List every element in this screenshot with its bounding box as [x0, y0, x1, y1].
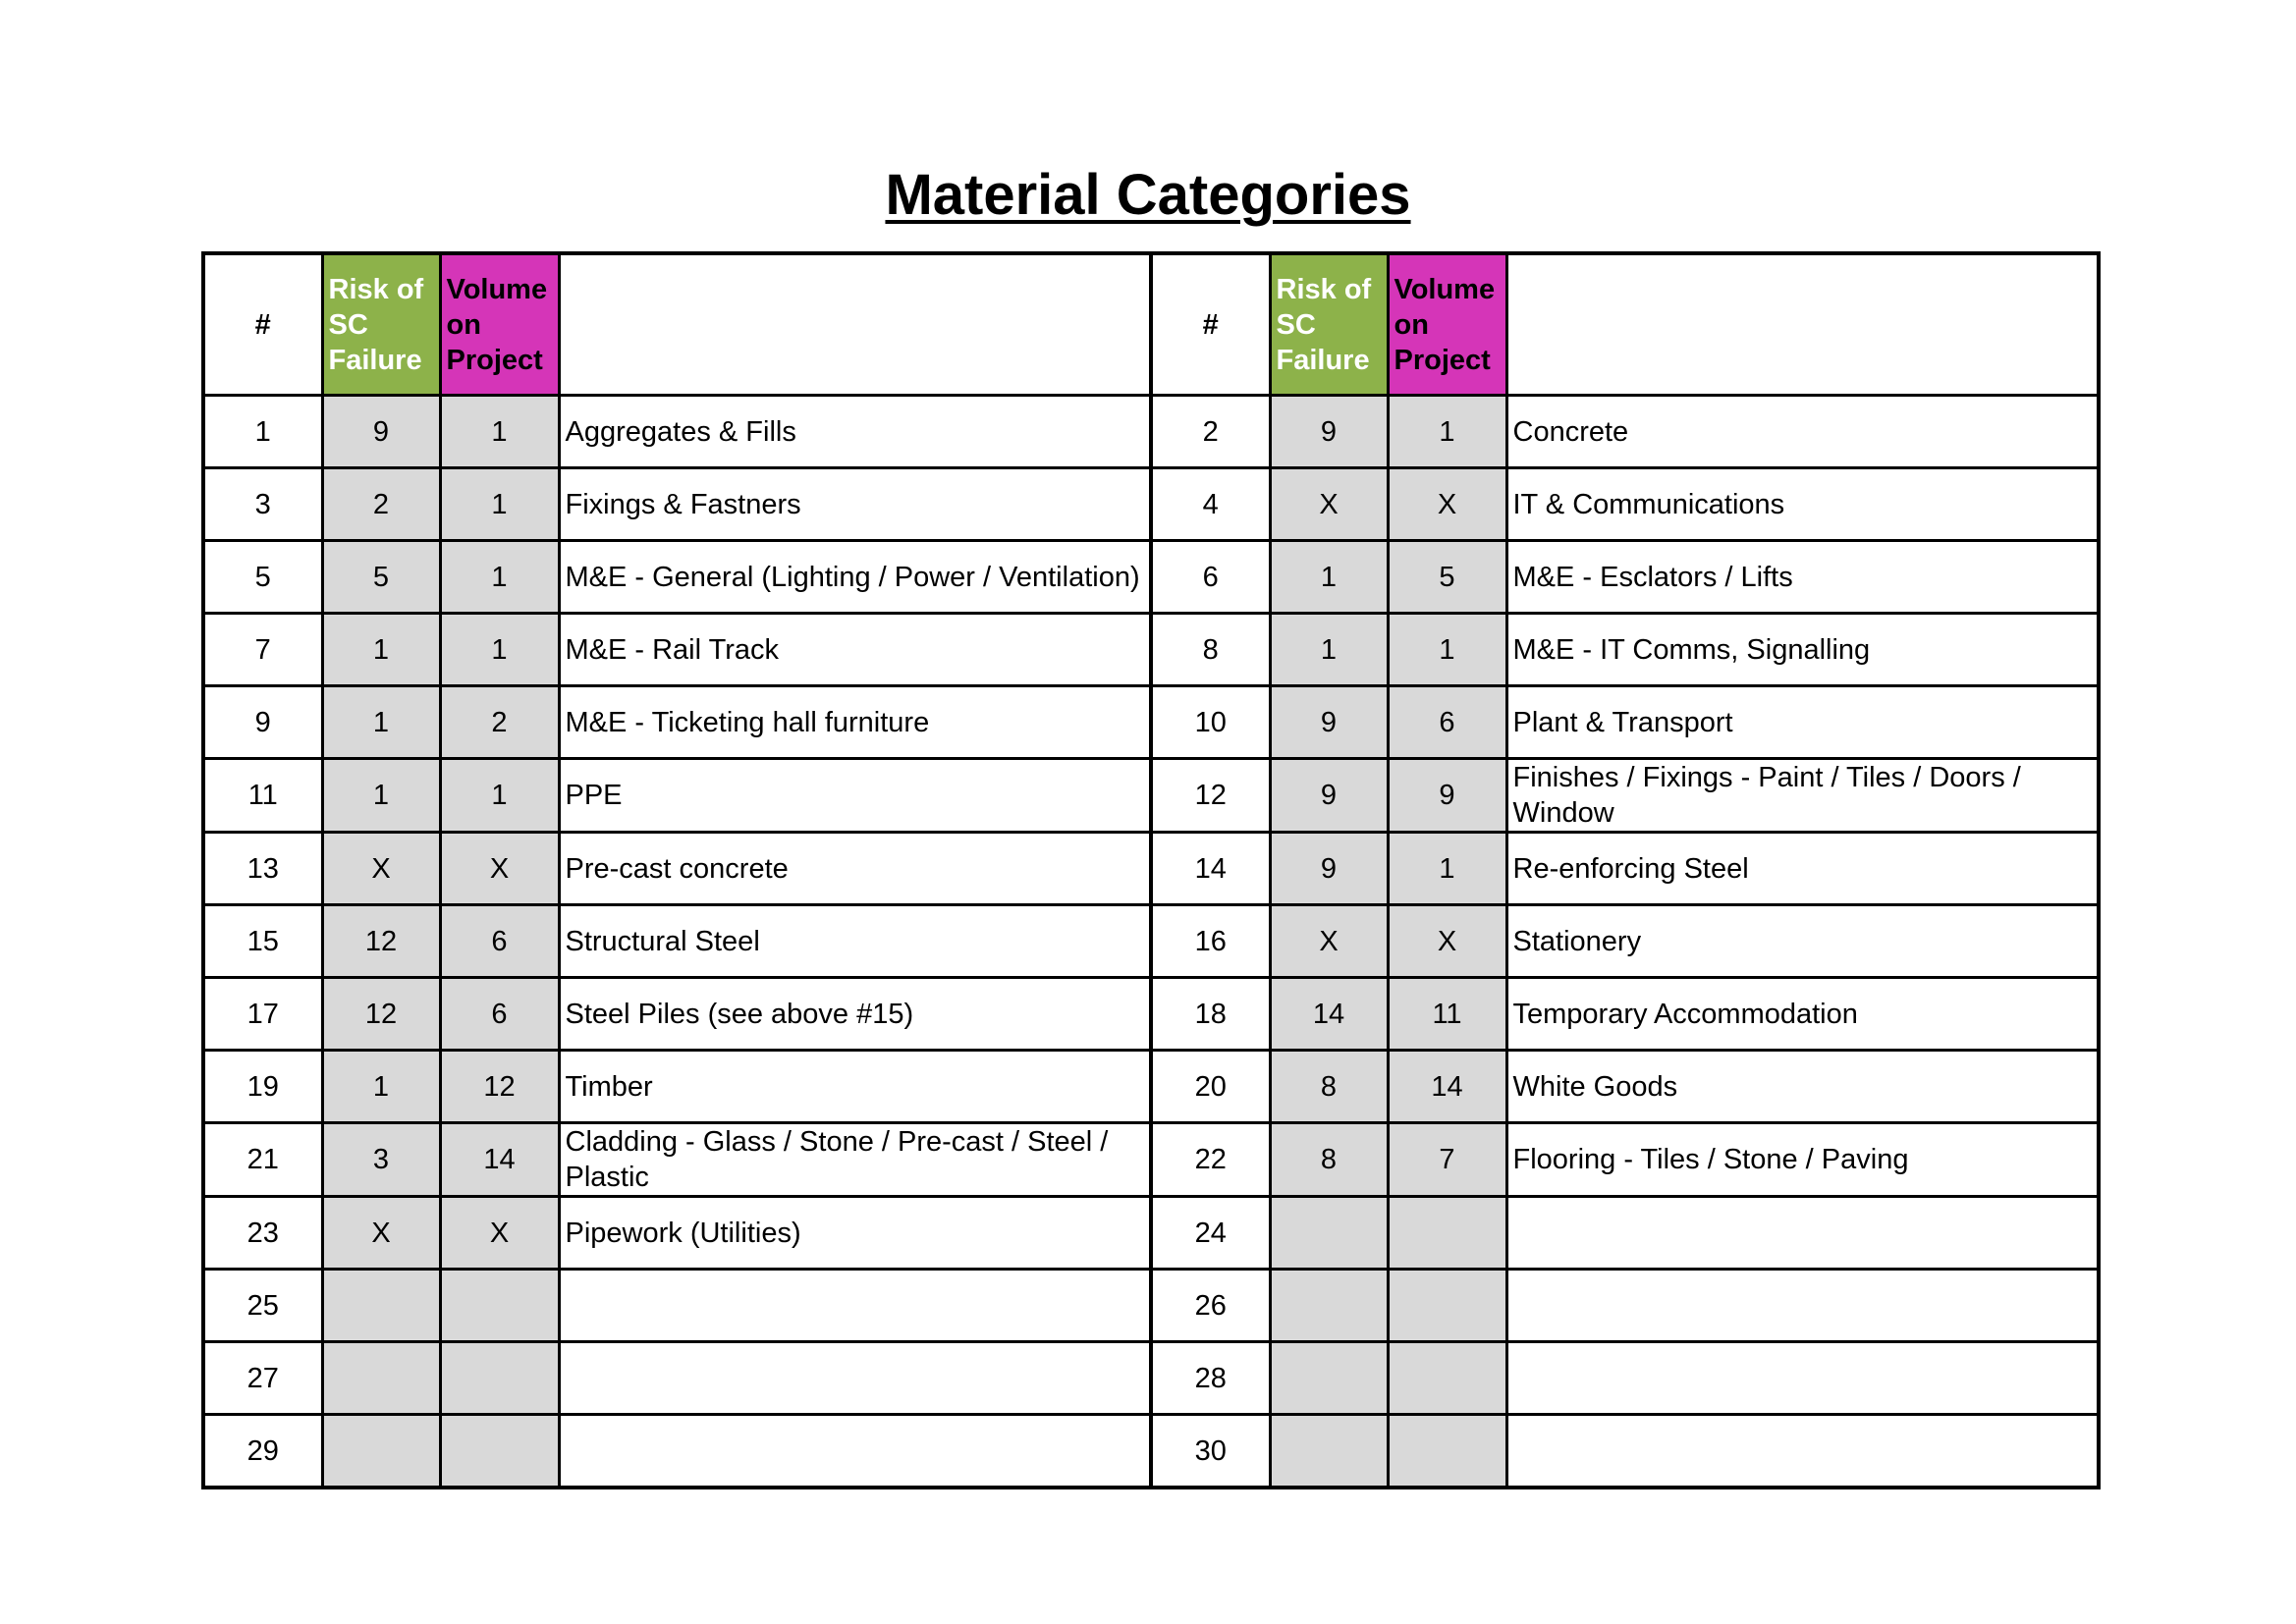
risk-cell-left: 12: [322, 905, 440, 978]
header-volume-line: Project: [1394, 344, 1491, 376]
number-cell-left: 23: [203, 1197, 322, 1270]
number-cell-left: 15: [203, 905, 322, 978]
description-cell-left: Steel Piles (see above #15): [559, 978, 1151, 1051]
volume-cell-left: [440, 1270, 559, 1342]
description-cell-right: Concrete: [1506, 396, 2099, 468]
description-cell-left: Timber: [559, 1051, 1151, 1123]
description-cell-left: Cladding - Glass / Stone / Pre-cast / Steel / Plastic: [559, 1123, 1151, 1197]
table-row: [203, 1197, 2099, 1270]
description-cell-left: PPE: [559, 759, 1151, 833]
table-row: [203, 1415, 2099, 1489]
number-cell-right: 26: [1151, 1270, 1270, 1342]
description-cell-left: Aggregates & Fills: [559, 396, 1151, 468]
volume-cell-right: 1: [1388, 833, 1506, 905]
volume-cell-right: 9: [1388, 759, 1506, 833]
number-cell-right: 22: [1151, 1123, 1270, 1197]
page-title: Material Categories: [885, 163, 1411, 227]
number-cell-left: 17: [203, 978, 322, 1051]
risk-cell-right: [1270, 1197, 1388, 1270]
description-cell-left: [559, 1415, 1151, 1489]
risk-cell-right: 1: [1270, 541, 1388, 614]
number-cell-right: 10: [1151, 686, 1270, 759]
description-cell-left: M&E - General (Lighting / Power / Ventilation): [559, 541, 1151, 614]
volume-cell-right: 1: [1388, 396, 1506, 468]
risk-cell-right: 1: [1270, 614, 1388, 686]
description-cell-left: Structural Steel: [559, 905, 1151, 978]
header-num-right: #: [1151, 253, 1270, 396]
table-row: [203, 396, 2099, 468]
table-row: [203, 541, 2099, 614]
description-cell-left: Pipework (Utilities): [559, 1197, 1151, 1270]
volume-cell-right: X: [1388, 905, 1506, 978]
volume-cell-left: 1: [440, 468, 559, 541]
volume-cell-left: X: [440, 1197, 559, 1270]
risk-cell-right: X: [1270, 468, 1388, 541]
volume-cell-left: [440, 1342, 559, 1415]
description-cell-left: M&E - Rail Track: [559, 614, 1151, 686]
table-row: [203, 1270, 2099, 1342]
volume-cell-right: 11: [1388, 978, 1506, 1051]
table-row: [203, 468, 2099, 541]
table-row: [203, 1123, 2099, 1197]
header-risk-left: [322, 253, 440, 396]
description-cell-right: Finishes / Fixings - Paint / Tiles / Doors / Window: [1506, 759, 2099, 833]
number-cell-right: 12: [1151, 759, 1270, 833]
table-row: [203, 833, 2099, 905]
header-risk-line: Risk of: [1276, 273, 1372, 305]
header-row: [203, 253, 2099, 396]
header-volume-right: [1388, 253, 1506, 396]
number-cell-right: 24: [1151, 1197, 1270, 1270]
volume-cell-left: 6: [440, 905, 559, 978]
number-cell-right: 16: [1151, 905, 1270, 978]
number-cell-right: 2: [1151, 396, 1270, 468]
table-row: [203, 614, 2099, 686]
risk-cell-left: 12: [322, 978, 440, 1051]
risk-cell-right: 8: [1270, 1123, 1388, 1197]
header-volume-line: on: [446, 308, 481, 341]
number-cell-left: 29: [203, 1415, 322, 1489]
table-body: [203, 253, 2099, 1488]
number-cell-left: 9: [203, 686, 322, 759]
description-cell-right: M&E - IT Comms, Signalling: [1506, 614, 2099, 686]
risk-cell-left: 1: [322, 1051, 440, 1123]
table-row: [203, 905, 2099, 978]
header-volume-line: Volume: [446, 273, 548, 305]
description-cell-right: [1506, 1270, 2099, 1342]
volume-cell-left: 1: [440, 541, 559, 614]
risk-cell-right: [1270, 1342, 1388, 1415]
description-cell-right: Plant & Transport: [1506, 686, 2099, 759]
header-desc-right: [1506, 253, 2099, 396]
header-risk-right: [1270, 253, 1388, 396]
risk-cell-left: 1: [322, 759, 440, 833]
header-volume-left: [440, 253, 559, 396]
number-cell-right: 18: [1151, 978, 1270, 1051]
description-cell-right: Flooring - Tiles / Stone / Paving: [1506, 1123, 2099, 1197]
risk-cell-left: 9: [322, 396, 440, 468]
header-volume-line: on: [1394, 308, 1429, 341]
risk-cell-right: 9: [1270, 396, 1388, 468]
risk-cell-left: 3: [322, 1123, 440, 1197]
number-cell-right: 4: [1151, 468, 1270, 541]
volume-cell-left: 1: [440, 614, 559, 686]
volume-cell-left: 1: [440, 396, 559, 468]
volume-cell-right: X: [1388, 468, 1506, 541]
volume-cell-left: 14: [440, 1123, 559, 1197]
risk-cell-left: [322, 1342, 440, 1415]
risk-cell-right: [1270, 1270, 1388, 1342]
volume-cell-right: 1: [1388, 614, 1506, 686]
volume-cell-left: X: [440, 833, 559, 905]
volume-cell-left: [440, 1415, 559, 1489]
risk-cell-left: [322, 1270, 440, 1342]
description-cell-right: [1506, 1415, 2099, 1489]
table-row: [203, 1051, 2099, 1123]
risk-cell-right: 9: [1270, 833, 1388, 905]
risk-cell-right: 8: [1270, 1051, 1388, 1123]
number-cell-left: 13: [203, 833, 322, 905]
number-cell-left: 5: [203, 541, 322, 614]
volume-cell-left: 2: [440, 686, 559, 759]
description-cell-right: [1506, 1197, 2099, 1270]
description-cell-right: M&E - Esclators / Lifts: [1506, 541, 2099, 614]
volume-cell-right: [1388, 1270, 1506, 1342]
volume-cell-left: 6: [440, 978, 559, 1051]
risk-cell-left: X: [322, 1197, 440, 1270]
risk-cell-left: 1: [322, 686, 440, 759]
risk-cell-left: 1: [322, 614, 440, 686]
volume-cell-right: 7: [1388, 1123, 1506, 1197]
description-cell-left: Pre-cast concrete: [559, 833, 1151, 905]
description-cell-left: M&E - Ticketing hall furniture: [559, 686, 1151, 759]
volume-cell-left: 12: [440, 1051, 559, 1123]
number-cell-left: 25: [203, 1270, 322, 1342]
header-volume-line: Volume: [1394, 273, 1496, 305]
number-cell-left: 7: [203, 614, 322, 686]
volume-cell-right: [1388, 1415, 1506, 1489]
description-cell-right: Temporary Accommodation: [1506, 978, 2099, 1051]
number-cell-left: 11: [203, 759, 322, 833]
table-row: [203, 686, 2099, 759]
number-cell-right: 20: [1151, 1051, 1270, 1123]
number-cell-right: 28: [1151, 1342, 1270, 1415]
header-desc-left: [559, 253, 1151, 396]
volume-cell-left: 1: [440, 759, 559, 833]
table-row: [203, 1342, 2099, 1415]
header-risk-line: SC: [328, 308, 368, 341]
description-cell-right: White Goods: [1506, 1051, 2099, 1123]
number-cell-right: 8: [1151, 614, 1270, 686]
description-cell-left: [559, 1342, 1151, 1415]
risk-cell-right: 9: [1270, 686, 1388, 759]
header-risk-line: Risk of: [328, 273, 424, 305]
volume-cell-right: 14: [1388, 1051, 1506, 1123]
risk-cell-right: 14: [1270, 978, 1388, 1051]
risk-cell-left: 5: [322, 541, 440, 614]
volume-cell-right: [1388, 1197, 1506, 1270]
material-categories-table: [201, 251, 2101, 1489]
number-cell-left: 27: [203, 1342, 322, 1415]
risk-cell-left: [322, 1415, 440, 1489]
risk-cell-left: 2: [322, 468, 440, 541]
number-cell-right: 14: [1151, 833, 1270, 905]
description-cell-left: [559, 1270, 1151, 1342]
table-row: [203, 759, 2099, 833]
header-risk-line: SC: [1276, 308, 1316, 341]
risk-cell-left: X: [322, 833, 440, 905]
number-cell-right: 6: [1151, 541, 1270, 614]
header-risk-line: Failure: [1276, 344, 1370, 376]
header-num-left: #: [203, 253, 322, 396]
header-risk-line: Failure: [328, 344, 422, 376]
number-cell-left: 21: [203, 1123, 322, 1197]
description-cell-right: Re-enforcing Steel: [1506, 833, 2099, 905]
description-cell-left: Fixings & Fastners: [559, 468, 1151, 541]
number-cell-left: 3: [203, 468, 322, 541]
volume-cell-right: 5: [1388, 541, 1506, 614]
volume-cell-right: [1388, 1342, 1506, 1415]
table-row: [203, 978, 2099, 1051]
risk-cell-right: 9: [1270, 759, 1388, 833]
risk-cell-right: X: [1270, 905, 1388, 978]
volume-cell-right: 6: [1388, 686, 1506, 759]
risk-cell-right: [1270, 1415, 1388, 1489]
description-cell-right: Stationery: [1506, 905, 2099, 978]
number-cell-right: 30: [1151, 1415, 1270, 1489]
number-cell-left: 19: [203, 1051, 322, 1123]
header-volume-line: Project: [446, 344, 543, 376]
description-cell-right: IT & Communications: [1506, 468, 2099, 541]
description-cell-right: [1506, 1342, 2099, 1415]
number-cell-left: 1: [203, 396, 322, 468]
